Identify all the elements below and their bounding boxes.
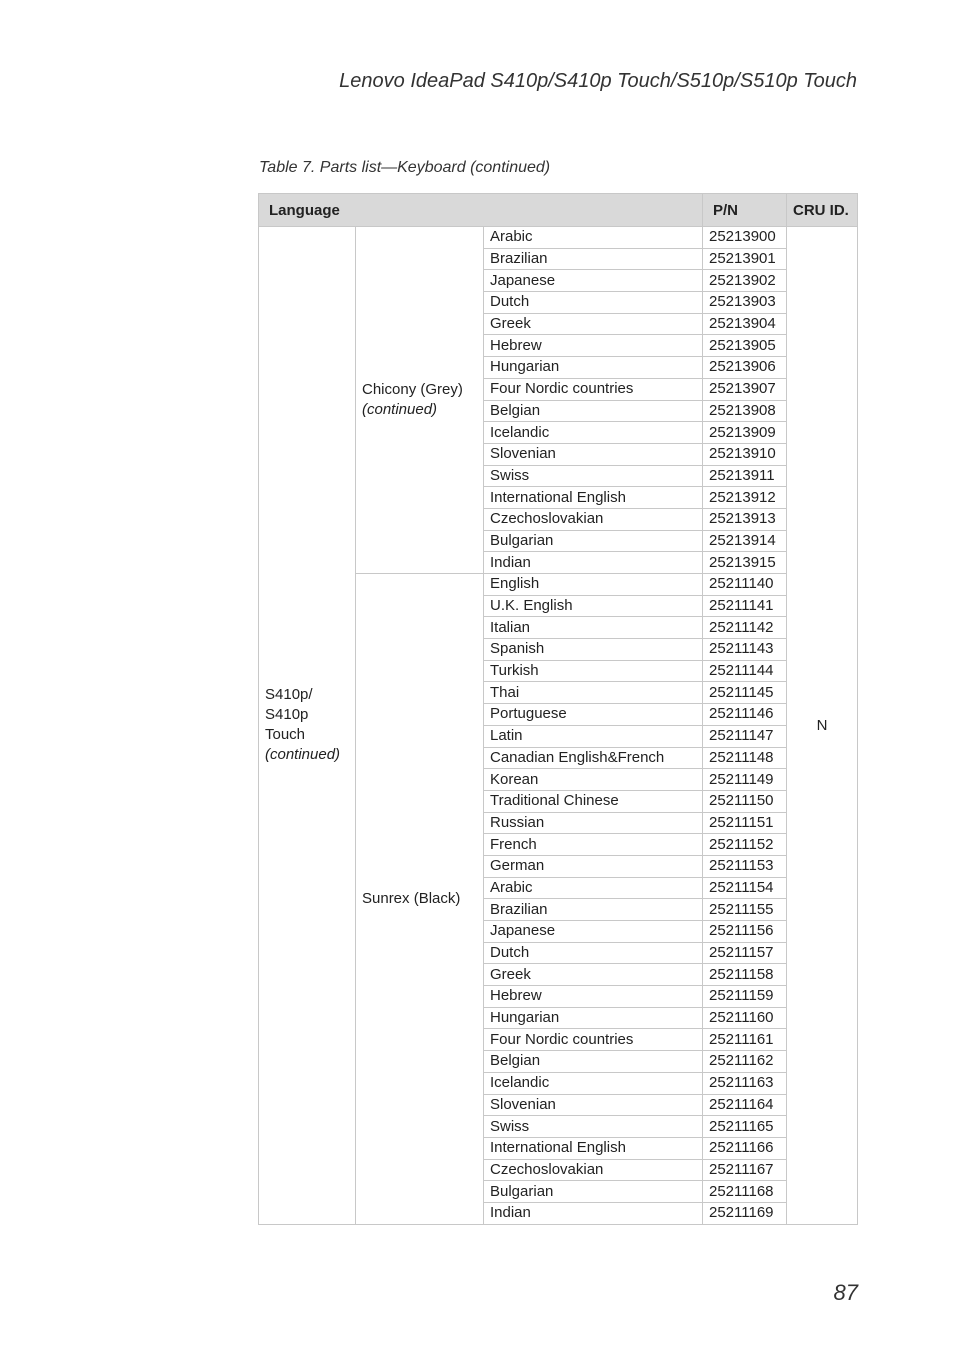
header-language: Language (259, 194, 703, 227)
language-cell: Indian (484, 1202, 703, 1224)
language-cell: International English (484, 487, 703, 509)
part-number-cell: 25211156 (703, 921, 787, 943)
part-number-cell: 25213900 (703, 227, 787, 249)
language-cell: Korean (484, 769, 703, 791)
language-cell: Canadian English&French (484, 747, 703, 769)
language-cell: Brazilian (484, 248, 703, 270)
language-cell: Belgian (484, 400, 703, 422)
part-number-cell: 25213907 (703, 378, 787, 400)
header-cru-id: CRU ID. (787, 194, 858, 227)
page-number: 87 (833, 1280, 858, 1305)
header-pn: P/N (703, 194, 787, 227)
model-cell (259, 227, 356, 1225)
language-cell: Traditional Chinese (484, 790, 703, 812)
language-cell: Four Nordic countries (484, 1029, 703, 1051)
language-cell: English (484, 574, 703, 596)
part-number-cell: 25211145 (703, 682, 787, 704)
part-number-cell: 25211169 (703, 1202, 787, 1224)
language-cell: U.K. English (484, 595, 703, 617)
part-number-cell: 25213913 (703, 508, 787, 530)
part-number-cell: 25213912 (703, 487, 787, 509)
part-number-cell: 25211154 (703, 877, 787, 899)
language-cell: Arabic (484, 877, 703, 899)
language-cell: Belgian (484, 1051, 703, 1073)
language-cell: Icelandic (484, 422, 703, 444)
part-number-cell: 25211147 (703, 725, 787, 747)
part-number-cell: 25211142 (703, 617, 787, 639)
language-cell: Bulgarian (484, 1181, 703, 1203)
cru-id-cell: N (787, 227, 858, 1225)
part-number-cell: 25211158 (703, 964, 787, 986)
parts-list-table (258, 193, 858, 1225)
model-name-line: S410p (265, 706, 309, 724)
part-number-cell: 25213911 (703, 465, 787, 487)
language-cell: Slovenian (484, 443, 703, 465)
table-header-row (259, 194, 858, 227)
part-number-cell: 25211151 (703, 812, 787, 834)
language-cell: Turkish (484, 660, 703, 682)
language-cell: French (484, 834, 703, 856)
part-number-cell: 25211164 (703, 1094, 787, 1116)
model-name-line: S410p/ (265, 686, 313, 704)
language-cell: Portuguese (484, 704, 703, 726)
language-cell: Czechoslovakian (484, 1159, 703, 1181)
language-cell: Swiss (484, 465, 703, 487)
part-number-cell: 25211163 (703, 1072, 787, 1094)
language-cell: Hebrew (484, 335, 703, 357)
part-number-cell: 25211150 (703, 790, 787, 812)
language-cell: Japanese (484, 921, 703, 943)
part-number-cell: 25211168 (703, 1181, 787, 1203)
model-continued-note: (continued) (265, 746, 341, 764)
language-cell: Hebrew (484, 986, 703, 1008)
language-cell: Thai (484, 682, 703, 704)
part-number-cell: 25211165 (703, 1116, 787, 1138)
language-cell: Indian (484, 552, 703, 574)
part-number-cell: 25213904 (703, 313, 787, 335)
language-cell: Japanese (484, 270, 703, 292)
part-number-cell: 25213909 (703, 422, 787, 444)
language-cell: Brazilian (484, 899, 703, 921)
model-name-line: Touch (265, 726, 306, 744)
language-cell: Dutch (484, 292, 703, 314)
part-number-cell: 25211159 (703, 986, 787, 1008)
table-body (259, 227, 858, 1225)
part-number-cell: 25211143 (703, 639, 787, 661)
language-cell: German (484, 855, 703, 877)
part-number-cell: 25213914 (703, 530, 787, 552)
part-number-cell: 25211140 (703, 574, 787, 596)
language-cell: Icelandic (484, 1072, 703, 1094)
language-cell: Czechoslovakian (484, 508, 703, 530)
language-cell: Slovenian (484, 1094, 703, 1116)
part-number-cell: 25211144 (703, 660, 787, 682)
language-cell: Swiss (484, 1116, 703, 1138)
language-cell: Hungarian (484, 1007, 703, 1029)
part-number-cell: 25211149 (703, 769, 787, 791)
part-number-cell: 25213910 (703, 443, 787, 465)
language-cell: Italian (484, 617, 703, 639)
part-number-cell: 25213902 (703, 270, 787, 292)
language-cell: Hungarian (484, 357, 703, 379)
part-number-cell: 25213903 (703, 292, 787, 314)
vendor-cell (356, 227, 484, 574)
part-number-cell: 25211157 (703, 942, 787, 964)
part-number-cell: 25211141 (703, 595, 787, 617)
document-header-title: Lenovo IdeaPad S410p/S410p Touch/S510p/S510p Touch (339, 70, 857, 92)
part-number-cell: 25211162 (703, 1051, 787, 1073)
language-cell: Dutch (484, 942, 703, 964)
vendor-continued-note: (continued) (362, 401, 438, 418)
part-number-cell: 25213901 (703, 248, 787, 270)
vendor-cell (356, 574, 484, 1225)
language-cell: Arabic (484, 227, 703, 249)
part-number-cell: 25211167 (703, 1159, 787, 1181)
language-cell: Latin (484, 725, 703, 747)
vendor-name: Sunrex (Black) (362, 889, 461, 907)
part-number-cell: 25211153 (703, 855, 787, 877)
part-number-cell: 25211152 (703, 834, 787, 856)
part-number-cell: 25211146 (703, 704, 787, 726)
part-number-cell: 25211160 (703, 1007, 787, 1029)
language-cell: Greek (484, 964, 703, 986)
language-cell: Bulgarian (484, 530, 703, 552)
table-caption: Table 7. Parts list—Keyboard (continued) (259, 159, 551, 176)
part-number-cell: 25211166 (703, 1137, 787, 1159)
language-cell: Spanish (484, 639, 703, 661)
part-number-cell: 25213915 (703, 552, 787, 574)
language-cell: Four Nordic countries (484, 378, 703, 400)
part-number-cell: 25213906 (703, 357, 787, 379)
part-number-cell: 25211161 (703, 1029, 787, 1051)
part-number-cell: 25211155 (703, 899, 787, 921)
vendor-name: Chicony (Grey) (362, 381, 463, 398)
part-number-cell: 25213908 (703, 400, 787, 422)
language-cell: International English (484, 1137, 703, 1159)
table-row (259, 227, 858, 249)
language-cell: Greek (484, 313, 703, 335)
part-number-cell: 25211148 (703, 747, 787, 769)
part-number-cell: 25213905 (703, 335, 787, 357)
language-cell: Russian (484, 812, 703, 834)
